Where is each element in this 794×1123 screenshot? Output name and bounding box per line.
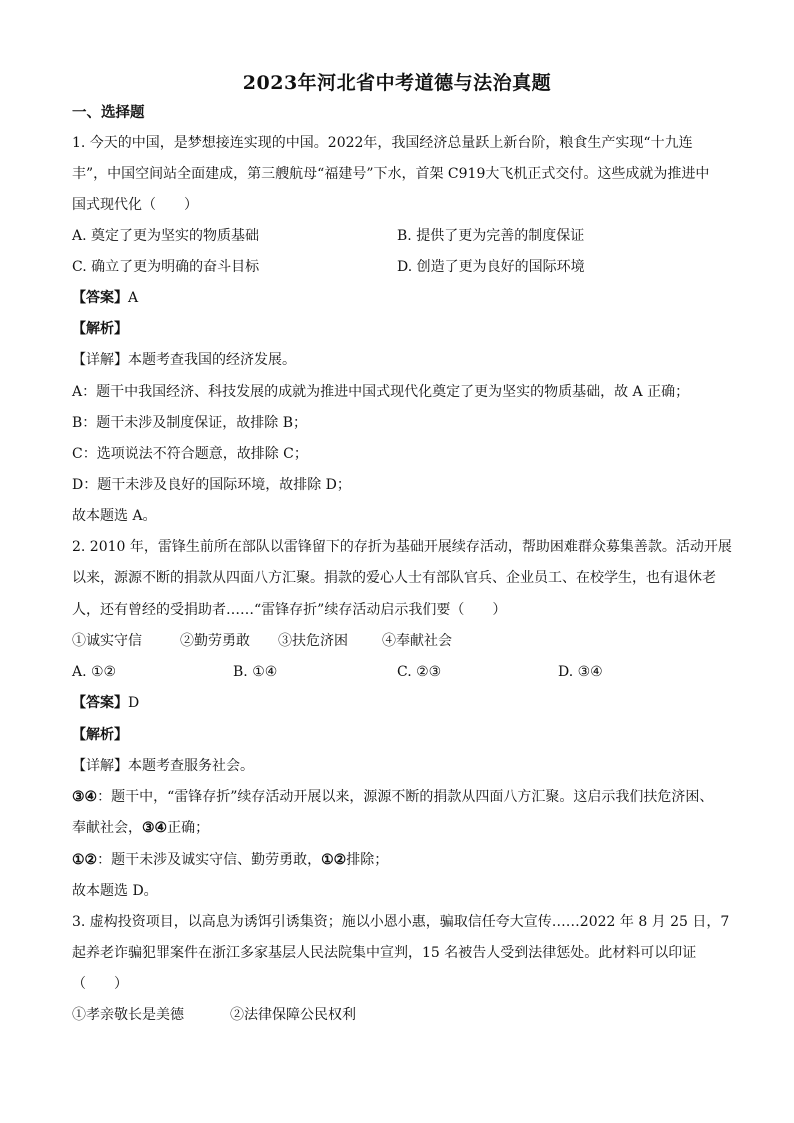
q1-analysis-line-b: B：题干未涉及制度保证，故排除 B； [72,415,308,431]
q2-line-b-prefix: ①② [72,852,98,868]
q2-analysis-tag: 【解析】 [72,727,128,743]
q2-stem-line-1: 2. 2010 年，雷锋生前所在部队以雷锋留下的存折为基础开展续存活动，帮助困难群众募集善款。活动开展 [72,539,732,555]
q1-detail-tag: 【详解】 [72,352,128,368]
q3-item-1: ①孝亲敬长是美德 [72,1007,184,1023]
q1-analysis-line-c: C：选项说法不符合题意，故排除 C； [72,446,308,462]
q1-option-c: C. 确立了更为明确的奋斗目标 [72,259,260,275]
q1-analysis-line-a: A：题干中我国经济、科技发展的成就为推进中国式现代化奠定了更为坚实的物质基础，故 A 正确； [72,384,690,400]
q2-line-a-prefix: ③④ [72,789,98,805]
q2-option-d: D. ③④ [558,664,603,680]
q2-answer-tag: 【答案】 [72,695,128,711]
q2-item-4: ④奉献社会 [382,633,452,649]
q2-item-2: ②勤劳勇敢 [180,633,250,649]
page-title: 2023年河北省中考道德与法治真题 [242,72,552,94]
q2-analysis-line-a2 [72,818,724,838]
q2-line-a-text: ：题干中，“雷锋存折”续存活动开展以来，源源不断的捐款从四面八方汇聚。这启示我们扶危济困、 [97,789,714,805]
q2-line-b-bold: ①② [321,852,347,868]
q2-item-3: ③扶危济困 [278,633,348,649]
q3-stem-line-1: 3. 虚构投资项目，以高息为诱饵引诱集资；施以小恩小惠，骗取信任夸大宣传……2022 年 8 月 25 日，7 [72,914,730,930]
q2-detail-tag: 【详解】 [72,758,128,774]
q1-answer [72,288,724,308]
q2-detail-text: 本题考查服务社会。 [128,758,254,774]
q2-line-a2-end: 正确； [167,820,210,836]
q1-answer-value: A [128,290,139,306]
q3-stem-line-3: （ ） [72,976,128,992]
q1-detail [72,350,724,370]
q2-answer [72,693,724,713]
q1-option-d: D. 创造了更为良好的国际环境 [397,259,585,275]
q1-detail-text: 本题考查我国的经济发展。 [128,352,296,368]
q1-stem-line-2: 丰”，中国空间站全面建成，第三艘航母“福建号”下水，首架 C919大飞机正式交付。这些成就为推进中 [72,166,710,182]
q1-analysis [72,319,724,339]
q2-item-1: ①诚实守信 [72,633,142,649]
q2-line-b-text: ：题干未涉及诚实守信、勤劳勇敢， [97,852,322,868]
q1-analysis-line-d: D：题干未涉及良好的国际环境，故排除 D； [72,477,351,493]
q2-line-a2-bold: ③④ [142,820,168,836]
q2-stem-line-3: 人，还有曾经的受捐助者……“雷锋存折”续存活动启示我们要（ ） [72,602,507,618]
q1-stem-line-3: 国式现代化（ ） [72,197,198,213]
q2-option-a: A. ①② [72,664,117,680]
q3-stem-line-2: 起养老诈骗犯罪案件在浙江多家基层人民法院集中宣判，15 名被告人受到法律惩处。此材料可以印证 [72,945,697,961]
q2-detail [72,756,724,776]
q2-option-c: C. ②③ [397,664,442,680]
q2-line-a2-text: 奉献社会， [72,820,142,836]
q2-analysis-line-a [72,787,724,807]
q1-option-b: B. 提供了更为完善的制度保证 [397,228,585,244]
q2-option-b: B. ①④ [233,664,278,680]
q2-analysis-line-b [72,850,724,870]
q1-conclusion: 故本题选 A。 [72,508,157,524]
q2-answer-value: D [128,695,140,711]
q2-analysis [72,725,724,745]
q1-option-a: A. 奠定了更为坚实的物质基础 [72,228,260,244]
q2-line-b-end: 排除； [346,852,389,868]
q1-stem-line-1: 1. 今天的中国，是梦想接连实现的中国。2022年，我国经济总量跃上新台阶，粮食生产实现“十九连 [72,135,693,151]
q2-conclusion: 故本题选 D。 [72,883,158,899]
q3-item-2: ②法律保障公民权利 [230,1007,356,1023]
section-heading: 一、选择题 [72,104,145,121]
q1-answer-tag: 【答案】 [72,290,128,306]
q2-stem-line-2: 以来，源源不断的捐款从四面八方汇聚。捐款的爱心人士有部队官兵、企业员工、在校学生，也有退休老 [72,570,716,586]
q1-analysis-tag: 【解析】 [72,321,128,337]
